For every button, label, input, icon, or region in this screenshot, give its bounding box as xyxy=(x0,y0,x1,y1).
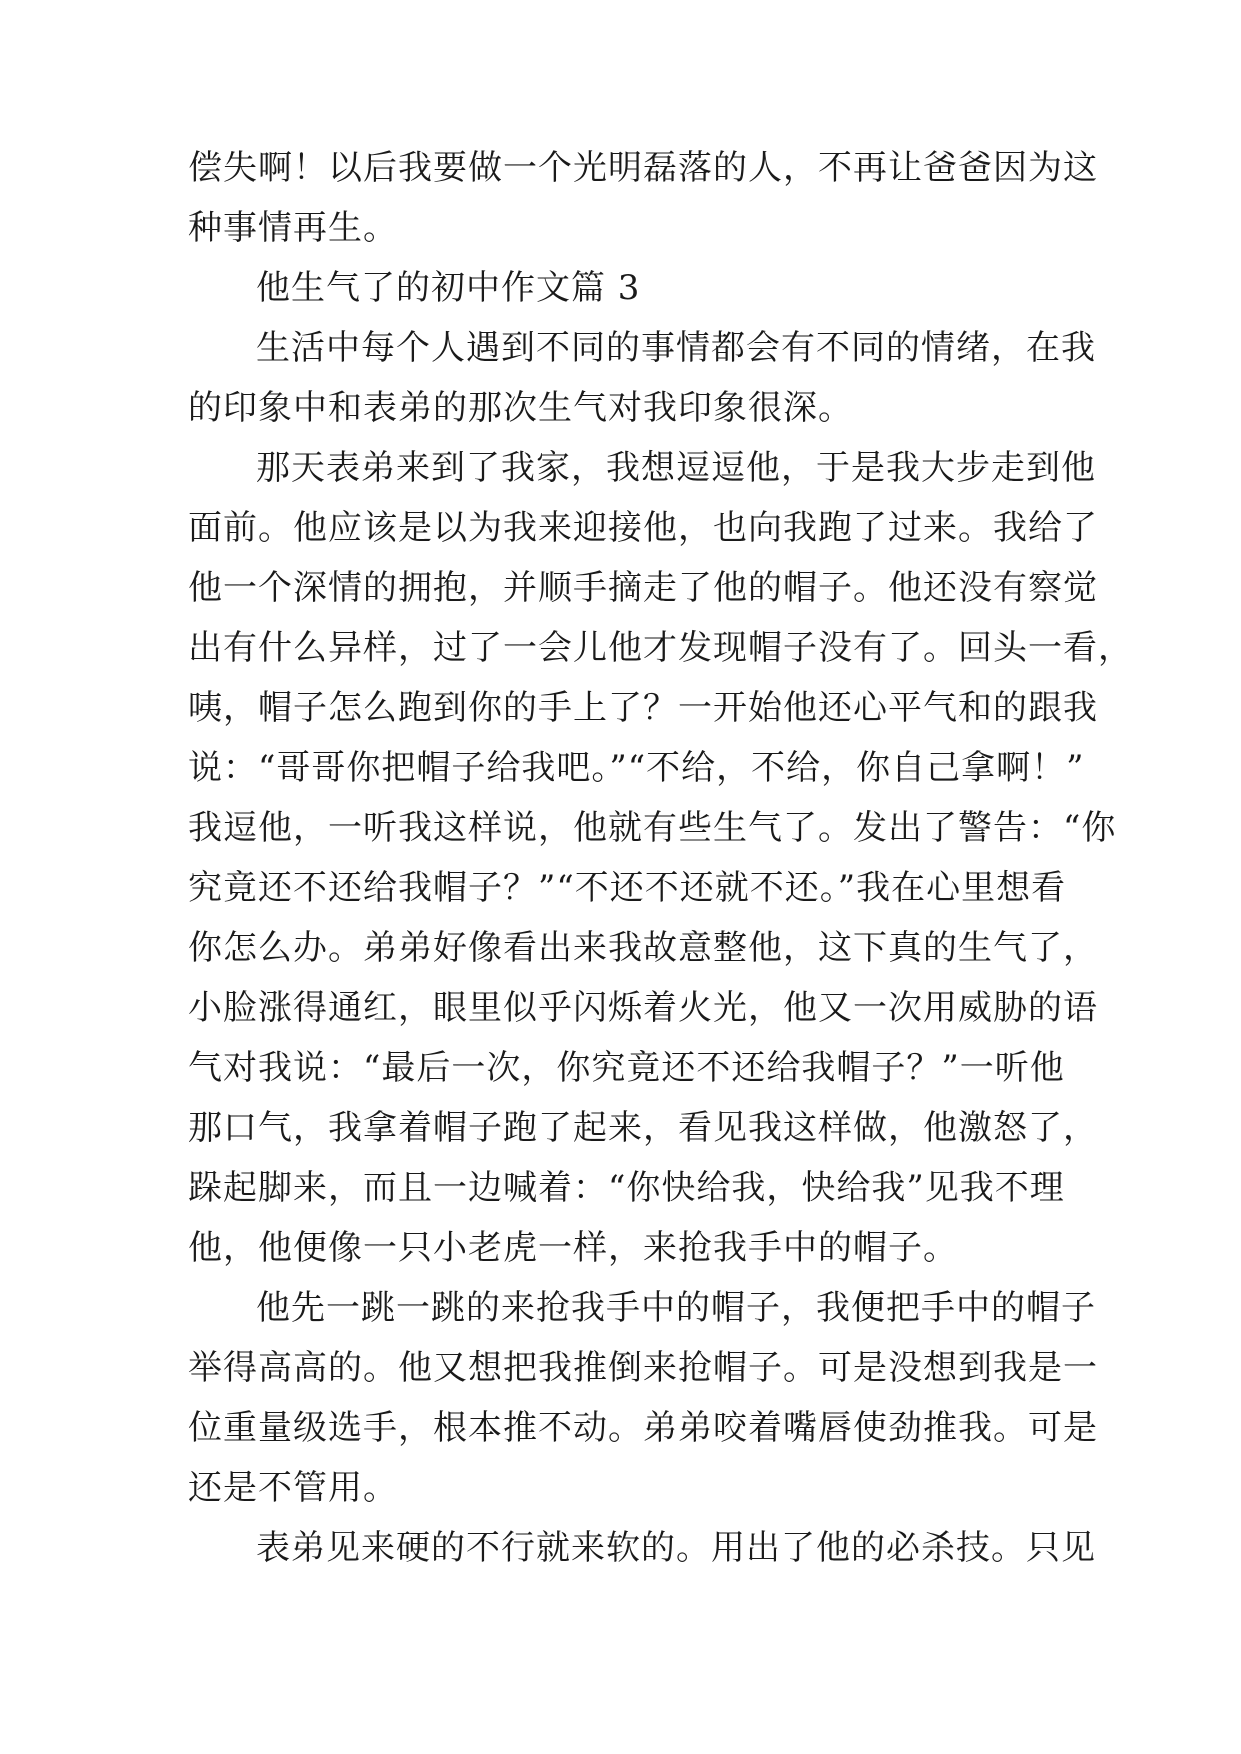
text-line: 的印象中和表弟的那次生气对我印象很深。 xyxy=(188,388,853,428)
text-line: 那天表弟来到了我家，我想逗逗他，于是我大步走到他 xyxy=(256,448,1096,488)
text-line: 究竟还不还给我帽子？”“不还不还就不还。”我在心里想看 xyxy=(188,868,1067,908)
text-line: 位重量级选手，根本推不动。弟弟咬着嘴唇使劲推我。可是 xyxy=(188,1408,1098,1448)
text-line: 出有什么异样，过了一会儿他才发现帽子没有了。回头一看， xyxy=(188,628,1133,668)
text-line: 咦，帽子怎么跑到你的手上了？一开始他还心平气和的跟我 xyxy=(188,688,1098,728)
text-line: 他先一跳一跳的来抢我手中的帽子，我便把手中的帽子 xyxy=(256,1288,1096,1328)
text-line: 种事情再生。 xyxy=(188,208,398,248)
text-line: 那口气，我拿着帽子跑了起来，看见我这样做，他激怒了， xyxy=(188,1108,1098,1148)
text-line: 我逗他，一听我这样说，他就有些生气了。发出了警告：“你 xyxy=(188,808,1117,848)
text-line: 说：“哥哥你把帽子给我吧。”“不给，不给，你自己拿啊！” xyxy=(188,748,1085,788)
text-line: 举得高高的。他又想把我推倒来抢帽子。可是没想到我是一 xyxy=(188,1348,1098,1388)
text-line: 表弟见来硬的不行就来软的。用出了他的必杀技。只见 xyxy=(256,1528,1096,1568)
text-line: 他，他便像一只小老虎一样，来抢我手中的帽子。 xyxy=(188,1228,958,1268)
text-line: 还是不管用。 xyxy=(188,1468,398,1508)
text-line: 跺起脚来，而且一边喊着：“你快给我，快给我”见我不理 xyxy=(188,1168,1065,1208)
text-line: 偿失啊！以后我要做一个光明磊落的人，不再让爸爸因为这 xyxy=(188,148,1098,188)
text-line: 他一个深情的拥抱，并顺手摘走了他的帽子。他还没有察觉 xyxy=(188,568,1098,608)
text-line: 你怎么办。弟弟好像看出来我故意整他，这下真的生气了， xyxy=(188,928,1098,968)
text-line: 气对我说：“最后一次，你究竟还不还给我帽子？”一听他 xyxy=(188,1048,1065,1088)
section-heading: 他生气了的初中作文篇 3 xyxy=(256,268,641,308)
text-line: 生活中每个人遇到不同的事情都会有不同的情绪，在我 xyxy=(256,328,1096,368)
text-line: 小脸涨得通红，眼里似乎闪烁着火光，他又一次用威胁的语 xyxy=(188,988,1098,1028)
text-line: 面前。他应该是以为我来迎接他，也向我跑了过来。我给了 xyxy=(188,508,1098,548)
